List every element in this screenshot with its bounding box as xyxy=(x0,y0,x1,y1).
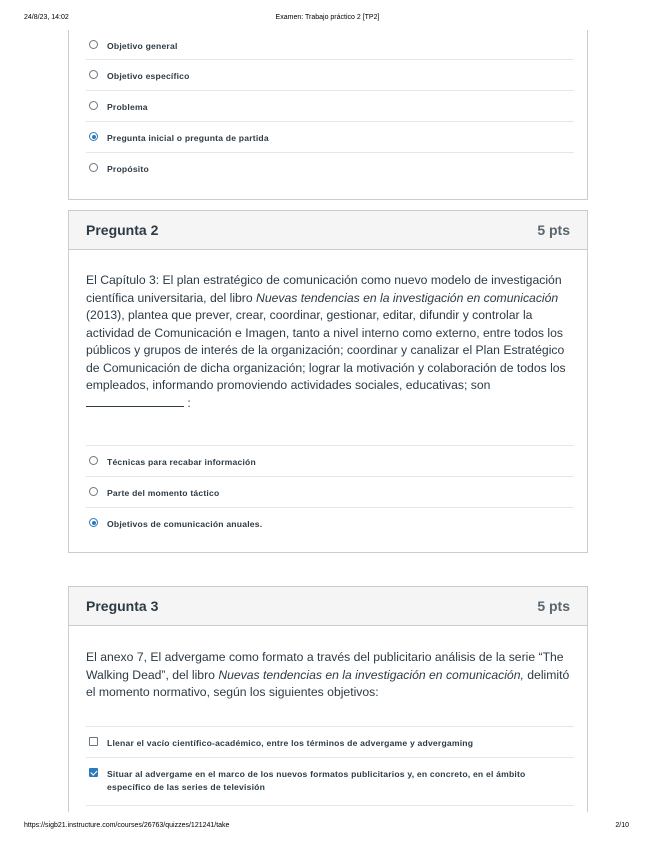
question-text-part: (2013), plantea que prever, crear, coordinar, gestionar, editar, difundir y controlar la actividad de Comunicación e Imagen, tanto a nivel interno como externo, entre todos los públicos y grupos de interés de la organización; coordinar y canalizar el Plan Estratégico de Comunicación de dicha organización; lograr la motivación y colaboración de todos los empleados, informando promoviendo actividades sociales, educativas; son xyxy=(86,308,566,392)
book-title: Nuevas tendencias en la investigación en comunicación, xyxy=(218,667,524,682)
answer-option[interactable] xyxy=(86,90,574,121)
answer-option[interactable] xyxy=(86,30,574,59)
answer-option[interactable] xyxy=(86,445,574,476)
question-points: 5 pts xyxy=(537,222,570,238)
answer-label: Pregunta inicial o pregunta de partida xyxy=(107,133,269,143)
print-title: Examen: Trabajo práctico 2 [TP2] xyxy=(275,14,380,21)
radio-button[interactable] xyxy=(89,163,98,172)
radio-button[interactable] xyxy=(89,487,98,496)
answer-option[interactable] xyxy=(86,59,574,90)
answer-option[interactable] xyxy=(86,152,574,183)
question-1-card xyxy=(68,30,588,200)
radio-button[interactable] xyxy=(89,70,98,79)
answer-label: Propósito xyxy=(107,164,149,174)
answer-option[interactable] xyxy=(86,476,574,507)
checkbox[interactable] xyxy=(89,737,98,746)
answer-option[interactable] xyxy=(86,121,574,152)
question-text-part: El anexo 7, El advergame como formato a través del publicitario análisis de la serie “The Walking Dead”, del libro xyxy=(86,650,564,682)
answer-option[interactable] xyxy=(86,757,574,806)
question-1-answers xyxy=(86,30,574,183)
answer-label: Situar al advergame en el marco de los nuevos formatos publicitarios y, en concreto, en el ámbito específico de las series de televisión xyxy=(107,769,526,792)
answer-option[interactable] xyxy=(86,726,574,757)
answer-label: Parte del momento táctico xyxy=(107,488,220,498)
question-points: 5 pts xyxy=(537,598,570,614)
answer-label: Llenar el vacío científico-académico, entre los términos de advergame y advergaming xyxy=(107,738,474,748)
answer-option[interactable] xyxy=(86,507,574,538)
fill-in-blank xyxy=(86,396,184,407)
radio-button-selected[interactable] xyxy=(89,132,98,141)
answer-label: Objetivo general xyxy=(107,41,178,51)
radio-button[interactable] xyxy=(89,101,98,110)
question-text xyxy=(86,649,574,702)
question-text xyxy=(86,272,574,412)
question-title: Pregunta 3 xyxy=(86,598,159,614)
question-text-part: El Capítulo 3: El plan estratégico de comunicación como nuevo modelo de investigación científica universitaria, del libro xyxy=(86,273,562,305)
question-title: Pregunta 2 xyxy=(86,222,159,238)
question-2-answers xyxy=(86,445,574,538)
book-title: Nuevas tendencias en la investigación en comunicación xyxy=(256,290,559,305)
question-text-part: delimitó el momento normativo, según los siguientes objetivos: xyxy=(86,667,570,699)
print-datetime: 24/8/23, 14:02 xyxy=(24,14,69,21)
answer-label: Técnicas para recabar información xyxy=(107,457,256,467)
print-page-number: 2/10 xyxy=(615,822,629,829)
radio-button-selected[interactable] xyxy=(89,518,98,527)
question-header xyxy=(69,211,587,250)
checkbox-checked[interactable] xyxy=(89,768,98,777)
print-url: https://sigb21.instructure.com/courses/26763/quizzes/121241/take xyxy=(24,822,230,829)
answer-label: Problema xyxy=(107,102,148,112)
answer-label: Objetivos de comunicación anuales. xyxy=(107,519,263,529)
question-3-answers xyxy=(86,726,574,806)
answer-label: Objetivo específico xyxy=(107,71,190,81)
radio-button[interactable] xyxy=(89,40,98,49)
question-2-card xyxy=(68,210,588,553)
radio-button[interactable] xyxy=(89,456,98,465)
question-text-part: : xyxy=(184,395,191,410)
question-header xyxy=(69,587,587,626)
question-3-card xyxy=(68,586,588,812)
